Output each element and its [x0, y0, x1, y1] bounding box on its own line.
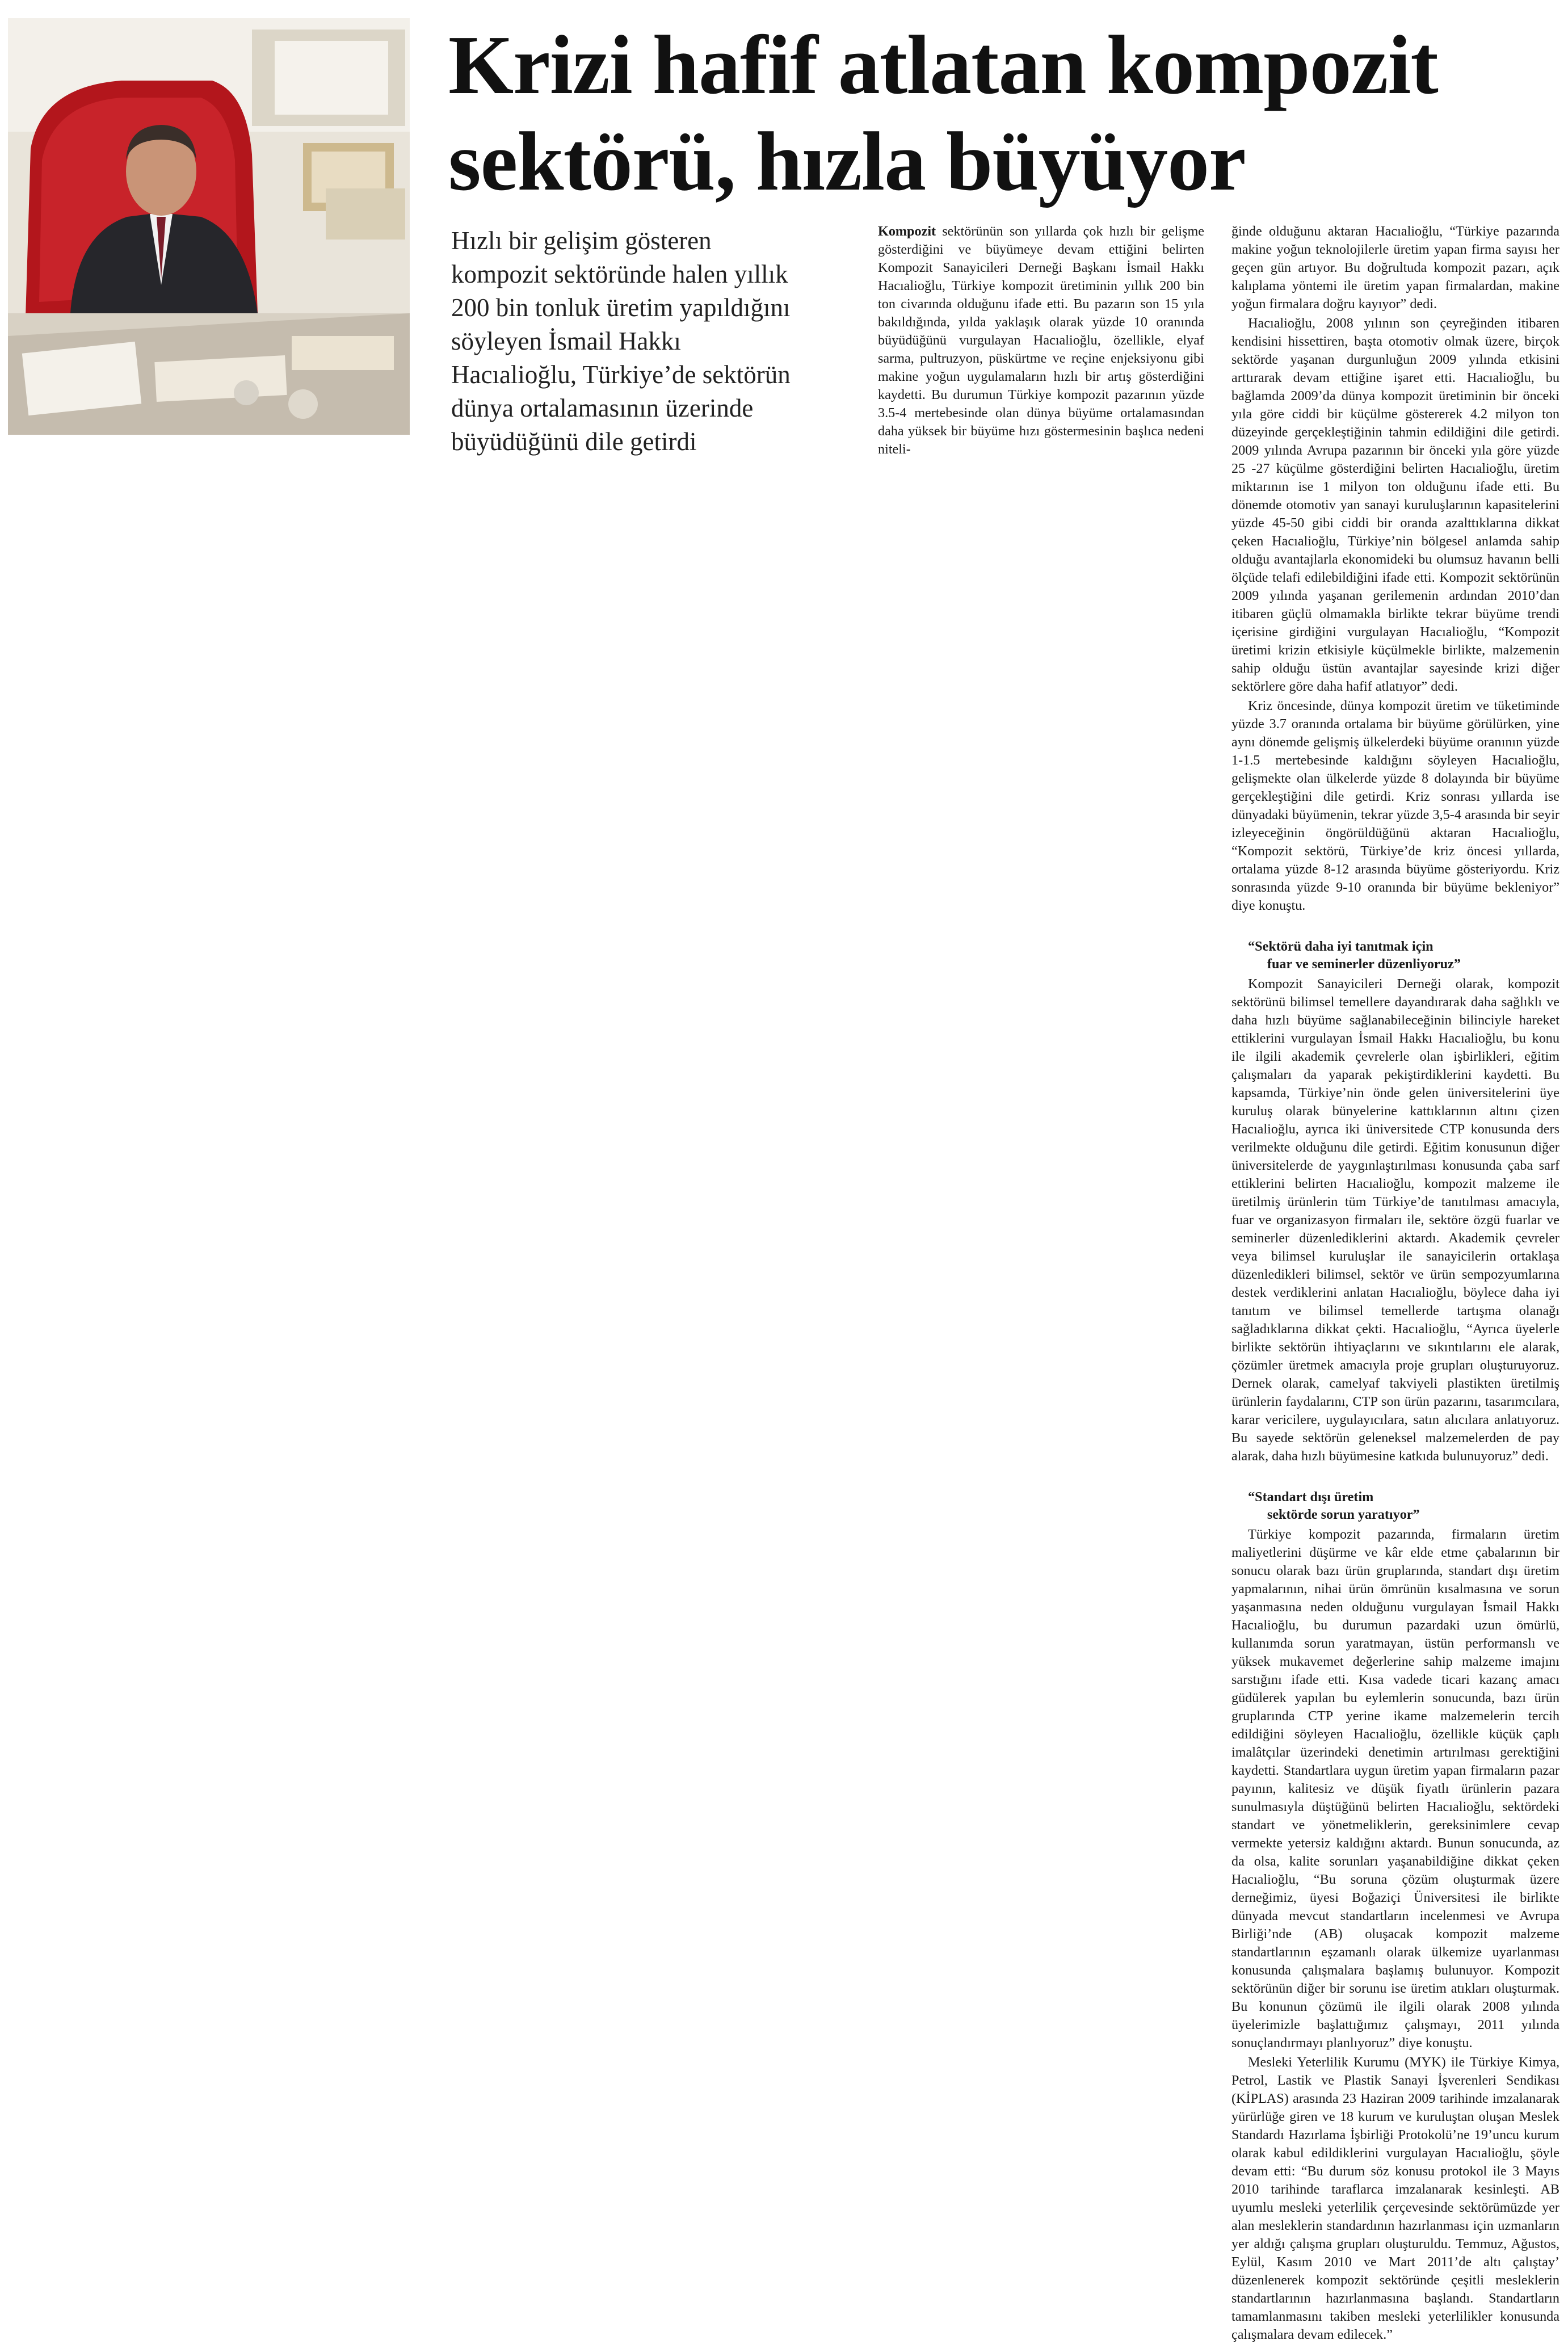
lead-line: kompozit sektöründe halen yıllık — [451, 260, 788, 288]
body-paragraph: Kriz öncesinde, dünya kompozit üretim ve tüketiminde yüzde 3.7 oranında ortalama bir büyüme görülürken, yine aynı dönemde gelişmiş ülkelerdeki büyüme oranının yüzde 1-1.5 mertebesinde kaldığını söyleyen Hacıalioğlu, gelişmekte olan ülkelerde yüzde 8 dolayında bir büyüme gerçekleştiğini dile getirdi. Kriz sonrası yıllarda ise dünyadaki büyümenin, tekrar yüzde 3,5-4 arasında bir seyir izleyeceğinin öngörüldüğünü aktaran Hacıalioğlu, “Kompozit sektörü, Türkiye’de kriz öncesi yıllarda, ortalama yüzde 8-12 arasında büyüme gösteriyordu. Kriz sonrasında yüzde 9-10 oranında bir büyüme bekleniyor” diye konuştu. — [1231, 698, 1559, 913]
subheading-line: “Standart dışı üretim — [1248, 1489, 1374, 1505]
subheading-line: fuar ve seminerler düzenliyoruz” — [1267, 956, 1461, 972]
subheading-line: sektörde sorun yaratıyor” — [1267, 1507, 1420, 1522]
body-paragraph: Hacıalioğlu, 2008 yılının son çeyreğinden itibaren kendisini hissettiren, başta otomotiv olmak üzere, birçok sektörde yaşanan durgunluğun 2009 yılında etkisini arttırarak devam ettiğine işaret etti. Hacıalioğlu, bu bağlamda 2009’da dünya kompozit üretiminin bir önceki yıla göre ciddi bir küçülme göstererek 4.2 milyon ton düzeyinde gerçekleştiğinin tahmin edildiğini dile getirdi. 2009 yılında Avrupa pazarının bir önceki yıla göre yüzde 25 -27 küçülme gösterdiğini belirten Hacıalioğlu, üretim miktarının ise 1 milyon ton olduğunu ifade etti. Bu dönemde otomotiv yan sanayi kuruluşlarının kapasitelerini yüzde 45-50 gibi ciddi bir oranda azalttıklarına dikkat çeken Hacıalioğlu, Türkiye’nin bölgesel anlamda sahip olduğu avantajlarla ekonomideki bu olumsuz havanın belli ölçüde telafi edilebildiğini ifade etti. Kompozit sektörünün 2009 yılında yaşanan gerilemenin ardından 2010’dan itibaren güçlü olmamakla birlikte tekrar büyüme trendi içerisine girdiğini vurgulayan Hacıalioğlu, “Kompozit üretimi krizin etkisiyle küçülmekle birlikte, malzemenin sahip olduğu üstün avantajlar sayesinde krizi diğer sektörlere göre daha hafif atlatıyor” dedi. — [1231, 316, 1559, 694]
lead-line: Hacıalioğlu, Türkiye’de sektörün — [451, 360, 791, 389]
lead-line: 200 bin tonluk üretim yapıldığını — [451, 293, 791, 322]
body-text: sektörünün son yıllarda çok hızlı bir gelişme gösterdiğini ve büyümeye devam ettiğini belirten Kompozit Sanayicileri Derneği Başkanı İsmail Hakkı Hacıalioğlu, Türkiye kompozit üretiminin yıllık 200 bin ton civarında olduğunu ifade etti. Bu pazarın son 15 yıla bakıldığında, yılda yaklaşık olarak yüzde 10 oranında büyüdüğünü vurgulayan Hacıalioğlu, özellikle, elyaf sarma, pultruzyon, püskürtme ve reçine enjeksiyonu gibi makine yoğun uygulamaların hızlı bir artış gösterdiğini kaydetti. Bu durumun Türkiye kompozit pazarının yüzde 3.5-4 mertebesinde olan dünya büyüme ortalamasından daha yüksek bir büyüme hızı göstermesinin başlıca nedeni niteli- — [878, 224, 1205, 457]
portrait-photo — [8, 18, 410, 435]
portrait-photo-illustration — [8, 18, 410, 435]
body-paragraph: Kompozit Sanayicileri Derneği olarak, kompozit sektörünü bilimsel temellere dayandırarak daha sağlıklı ve daha hızlı büyüme sağlanabileceğinin bilinciyle hareket ettiklerini vurgulayan İsmail Hakkı Hacıalioğlu, bu konu ile ilgili akademik çevrelerle olan işbirlikleri, eğitim çalışmaları da yaparak pekiştirdiklerini kaydetti. Bu kapsamda, Türkiye’nin önde gelen üniversitelerini üye kuruluş olarak bünyelerine kattıklarının altını çizen Hacıalioğlu, ayrıca iki üniversitede CTP konusunda ders verilmekte olduğunu dile getirdi. Eğitim konusunun diğer üniversitelerde de yaygınlaştırılması konusunda çaba sarf ettiklerini belirten Hacıalioğlu, kompozit malzeme ile üretilmiş ürünlerin tüm Türkiye’de tanıtılması amacıyla, fuar ve organizasyon firmaları ile, sektöre özgü fuarlar ve seminerler düzenlediklerini aktardı. Akademik çevreler veya bilimsel kuruluşlar ile sanayicilerin ortaklaşa düzenledikleri bilimsel, sektör ve ürün sempozyumlarına destek verdiklerini anlatan Hacıalioğlu, böylece daha iyi tanıtım ve bilimsel temellerde tartışma olanağı sağladıklarına dikkat çekti. Hacıalioğlu, “Ayrıca üyelerle birlikte sektörün ihtiyaçlarını ve sıkıntılarını ele alarak, çözümler üretmek amacıyla proje grupları oluşturuyoruz. Dernek olarak, camelyaf takviyeli plastikten üretilmiş ürünlerin faydalarını, CTP son ürün pazarını, tasarımcılara, karar vericilere, uygulayıcılara, satın alıcılara anlatıyoruz. Bu sayede sektörün geleneksel malzemelerden de pay alarak, daha hızlı büyümesine katkıda bulunuyoruz” dedi. — [1231, 976, 1559, 1464]
lead-line: dünya ortalamasının üzerinde — [451, 394, 754, 422]
headline — [448, 17, 1561, 210]
article-column-2 — [1231, 222, 1559, 2344]
subheading-line: “Sektörü daha iyi tanıtmak için — [1248, 939, 1434, 954]
subheading-standards — [1231, 1488, 1559, 1523]
headline-line-1: Krizi hafif atlatan kompozit — [448, 19, 1438, 112]
article-column-1 — [878, 222, 1204, 459]
body-paragraph: Türkiye kompozit pazarında, firmaların üretim maliyetlerini düşürme ve kâr elde etme çabalarının bir sonucu olarak bazı ürün gruplarında, standart dışı üretim yapmalarının, nihai ürün ömrünün kısalmasına ve sorun yaşanmasına neden olduğunu vurgulayan İsmail Hakkı Hacıalioğlu, bu durumun pazardaki uzun ömürlü, kullanımda sorun yaratmayan, üstün performanslı ve yüksek mukavemet değerlerine sahip malzeme imajını sarstığını ifade etti. Kısa vadede ticari kazanç amacı güdülerek yapılan bu eylemlerin sonucunda, bazı ürün gruplarında CTP yerine ikame malzemelerin tercih edildiğini söyleyen Hacıalioğlu, özellikle küçük çaplı imalâtçılar üzerindeki denetimin artırılması gerektiğini kaydetti. Standartlara uygun üretim yapan firmaların pazar payının, kalitesiz ve düşük fiyatlı ürünlerin pazara sunulmasıyla düştüğünü belirten Hacıalioğlu, sektördeki standart ve yönetmeliklerin, gereksinimlere cevap vermekte yetersiz kaldığını aktardı. Bunun sonucunda, az da olsa, kalite sorunları yaşanabildiğine dikkat çeken Hacıalioğlu, “Bu soruna çözüm oluşturmak üzere derneğimiz, üyesi Boğaziçi Üniversitesi ile birlikte dünyada mevcut standartların incelenmesi ve Avrupa Birliği’nde (AB) oluşacak kompozit malzeme standartlarının eşzamanlı olarak ülkemize uyarlanması konusunda çalışmalara başlamış bulunuyor. Kompozit sektörünün diğer bir sorunu ise üretim atıkları oluşturmak. Bu konunun çözümü ile ilgili olarak 2008 yılında üyelerimizle başlattığımız çalışmayı, 2011 yılında sonuçlandırmayı planlıyoruz” diye konuştu. — [1231, 1527, 1559, 2051]
lead-line: söyleyen İsmail Hakkı — [451, 327, 681, 355]
subheading-promotion — [1231, 938, 1559, 973]
headline-line-2: sektörü, hızla büyüyor — [448, 115, 1246, 208]
lead-paragraph — [451, 224, 882, 459]
lead-line: büyüdüğünü dile getirdi — [451, 427, 697, 456]
lede-word: Kompozit — [878, 224, 936, 239]
lead-line: Hızlı bir gelişim gösteren — [451, 226, 712, 255]
body-paragraph: Mesleki Yeterlilik Kurumu (MYK) ile Türkiye Kimya, Petrol, Lastik ve Plastik Sanayi İşverenleri Sendikası (KİPLAS) arasında 23 Haziran 2009 tarihinde imzalanarak yürürlüğe giren ve 18 kurum ve kuruluştan oluşan Meslek Standardı Hazırlama İşbirliği Protokolü’ne 19’uncu kurum olarak kabul edildiklerini vurgulayan Hacıalioğlu, şöyle devam etti: “Bu durum söz konusu protokol ile 3 Mayıs 2010 tarihinde taraflarca imzalanarak kesinleşti. AB uyumlu mesleki yeterlilik çerçevesinde sektörümüzde yer alan mesleklerin standardının hazırlanması için uzmanların yer aldığı çalışma grupları oluşturuldu. Temmuz, Ağustos, Eylül, Kasım 2010 ve Mart 2011’de altı çalıştay’ düzenlenerek kompozit sektöründe çeşitli mesleklerin standartlarının hazırlanmasına başlandı. Standartların tamamlanmasını takiben mesleki yeterlilikler konusunda çalışmalara devam edilecek.” — [1231, 2055, 1559, 2342]
body-paragraph — [878, 222, 1204, 459]
body-paragraph: ğinde olduğunu aktaran Hacıalioğlu, “Türkiye pazarında makine yoğun teknolojilerle üretim yapan firma sayısı her geçen gün artıyor. Bu doğrultuda kompozit pazarı, açık kalıplama yöntemi ile üretim yapan firmalardan, makine yoğun firmalara doğru kayıyor” dedi. — [1231, 224, 1559, 312]
